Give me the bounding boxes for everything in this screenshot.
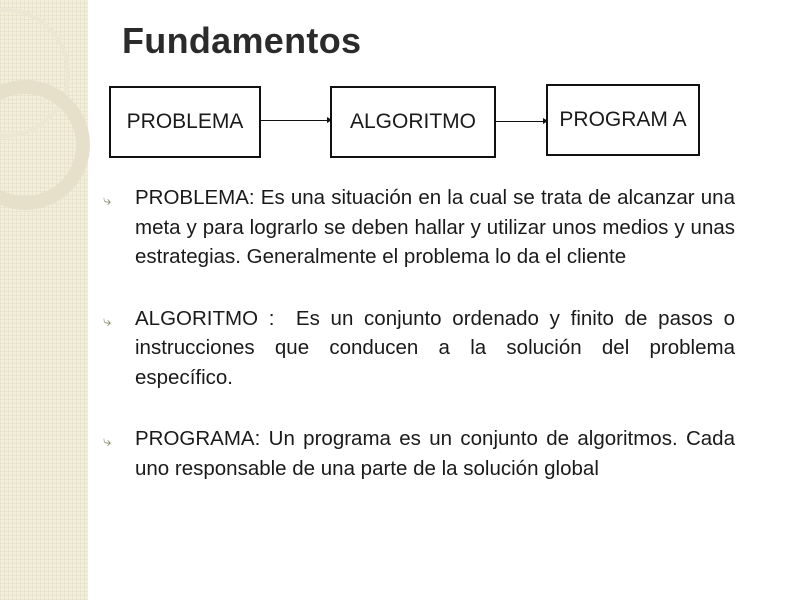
curved-arrow-bullet-icon: ⤷ — [103, 192, 112, 209]
flow-box-algoritmo — [330, 86, 496, 158]
bullet-text: Es un conjunto ordenado y finito de pasos o instrucciones que conducen a la solución del problema específico. — [135, 306, 735, 389]
flow-box-label: PROBLEMA — [126, 110, 244, 133]
bullet-item-algoritmo — [103, 304, 735, 393]
flow-box-problema — [109, 86, 261, 158]
curved-arrow-bullet-icon: ⤷ — [103, 312, 112, 330]
bullet-separator — [260, 427, 268, 450]
flow-arrow-1 — [261, 120, 329, 121]
bullet-term: PROGRAMA: — [135, 427, 261, 450]
flow-box-label: PROGRAM A — [559, 108, 687, 131]
bullet-list — [103, 183, 735, 483]
bullet-term: ALGORITMO : — [135, 306, 275, 330]
bullet-item-problema — [103, 183, 735, 272]
flow-arrow-2 — [496, 121, 545, 122]
bullet-text: Un programa es un conjunto de algoritmos. Cada uno responsable de una parte de la solución global — [135, 427, 735, 480]
flow-box-label: ALGORITMO — [349, 110, 476, 133]
curved-arrow-bullet-icon: ⤷ — [103, 433, 112, 450]
bullet-term: PROBLEMA: — [135, 186, 255, 209]
slide-title: Fundamentos — [122, 20, 362, 61]
bullet-item-programa — [103, 424, 735, 483]
bullet-separator — [274, 307, 295, 330]
flow-box-programa — [546, 84, 700, 156]
bullet-text: Es una situación en la cual se trata de alcanzar una meta y para lograrlo se deben hallar y utilizar unos medios y unas estrategias. Generalmente el problema lo da el cliente — [135, 186, 735, 268]
